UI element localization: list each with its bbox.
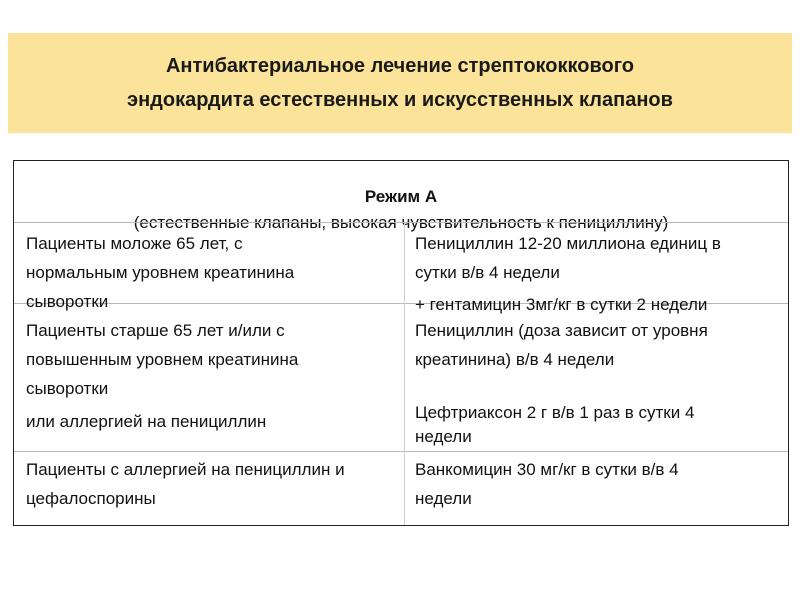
slide-title-banner [8,33,792,133]
table-cell-text: Пациенты с аллергией на пенициллин и [26,460,345,479]
table-column-divider [404,223,405,525]
table-row-4-treatment [415,455,679,513]
regimen-header-subtitle: (естественные клапаны, высокая чувствительность к пенициллину) [133,213,669,232]
table-row-2-treatment [415,316,708,374]
regimen-table [13,160,789,526]
table-row-1-patient [26,229,294,316]
table-divider [14,222,788,223]
table-cell-text: Цефтриаксон 2 г в/в 1 раз в сутки 4 [415,403,695,422]
table-cell-text: недели [415,489,472,508]
table-cell-text: Пенициллин (доза зависит от уровня [415,321,708,340]
table-cell-text: недели [415,427,472,446]
table-cell-text: креатинина) в/в 4 недели [415,350,615,369]
slide-title-line-2: эндокардита естественных и искусственных клапанов [127,89,673,111]
regimen-header-title: Режим А [364,187,438,206]
table-cell-text: сыворотки [26,379,109,398]
table-cell-text: Пациенты старше 65 лет и/или с [26,321,285,340]
table-cell-text: нормальным уровнем креатинина [26,263,295,282]
table-cell-text: сыворотки [26,292,109,311]
slide-title-line-1: Антибактериальное лечение стрептококкового [165,55,635,77]
table-row-3-patient [26,407,266,436]
table-row-1-treatment [415,229,721,319]
table-cell-text: цефалоспорины [26,489,156,508]
table-row-4-patient [26,455,345,513]
table-cell-text: Пациенты моложе 65 лет, с [26,234,243,253]
table-row-2-patient [26,316,298,403]
table-cell-text: + гентамицин 3мг/кг в сутки 2 недели [415,295,708,314]
table-divider [14,451,788,452]
table-cell-text: или аллергией на пенициллин [26,412,267,431]
table-cell-text: Ванкомицин 30 мг/кг в сутки в/в 4 [415,460,679,479]
table-cell-text: Пенициллин 12-20 миллиона единиц в [415,234,721,253]
table-cell-text: сутки в/в 4 недели [415,263,560,282]
table-row-3-treatment [415,401,694,449]
table-cell-text: повышенным уровнем креатинина [26,350,299,369]
